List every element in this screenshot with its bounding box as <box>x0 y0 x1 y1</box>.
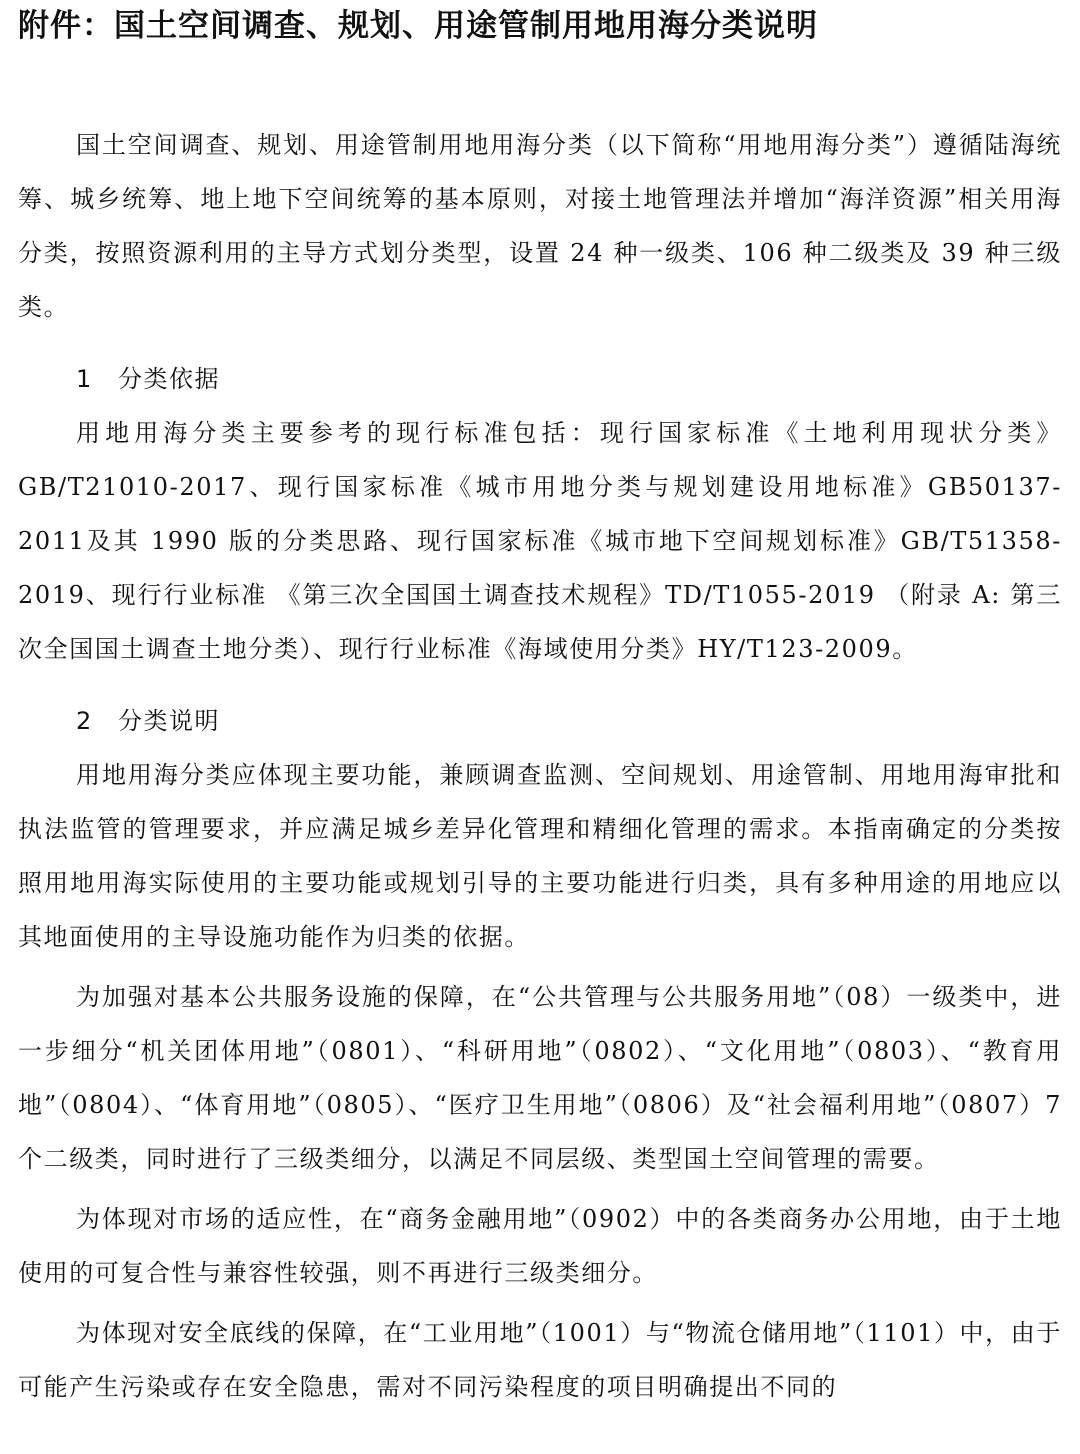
section-2-paragraph-4: 为体现对安全底线的保障，在“工业用地”（1001）与“物流仓储用地”（1101）中，由于可能产生污染或存在安全隐患，需对不同污染程度的项目明确提出不同的 <box>18 1319 1062 1401</box>
spacer <box>18 334 1062 352</box>
spacer <box>18 676 1062 694</box>
section-2-paragraph-3: 为体现对市场的适应性，在“商务金融用地”（0902）中的各类商务办公用地，由于土地使用的可复合性与兼容性较强，则不再进行三级类细分。 <box>18 1205 1062 1287</box>
section-title: 分类说明 <box>118 707 220 735</box>
section-heading-1 <box>18 352 1062 406</box>
section-title: 分类依据 <box>118 365 220 393</box>
section-2-paragraph-1: 用地用海分类应体现主要功能，兼顾调查监测、空间规划、用途管制、用地用海审批和执法监管的管理要求，并应满足城乡差异化管理和精细化管理的需求。本指南确定的分类按照用地用海实际使用的主要功能或规划引导的主要功能进行归类，具有多种用途的用地应以其地面使用的主导设施功能作为归类的依据。 <box>18 761 1062 951</box>
section-number: 2 <box>76 707 93 735</box>
page-title: 附件：国土空间调查、规划、用途管制用地用海分类说明 <box>18 8 818 44</box>
spacer <box>18 46 1062 118</box>
section-number: 1 <box>76 365 93 393</box>
intro-paragraph: 国土空间调查、规划、用途管制用地用海分类（以下简称“用地用海分类”）遵循陆海统筹、城乡统筹、地上地下空间统筹的基本原则，对接土地管理法并增加“海洋资源”相关用海分类，按照资源利用的主导方式划分类型，设置 24 种一级类、106 种二级类及 39 种三级类。 <box>18 131 1062 321</box>
section-2-paragraph-2: 为加强对基本公共服务设施的保障，在“公共管理与公共服务用地”（08）一级类中，进一步细分“机关团体用地”（0801）、“科研用地”（0802）、“文化用地”（0803）、“教育用地”（0804）、“体育用地”（0805）、“医疗卫生用地”（0806）及“社会福利用地”（0807）7 个二级类，同时进行了三级类细分，以满足不同层级、类型国土空间管理的需要。 <box>18 983 1062 1173</box>
section-1-paragraph-1: 用地用海分类主要参考的现行标准包括：现行国家标准《土地利用现状分类》GB/T21010-2017、现行国家标准《城市用地分类与规划建设用地标准》GB50137-2011及其 1990 版的分类思路、现行国家标准《城市地下空间规划标准》GB/T51358-2019、现行行业标准 《第三次全国国土调查技术规程》TD/T1055-2019 （附录 A: 第三次全国国土调查土地分类）、现行行业标准《海域使用分类》HY/T123-2009。 <box>18 419 1062 663</box>
section-heading-2 <box>18 694 1062 748</box>
